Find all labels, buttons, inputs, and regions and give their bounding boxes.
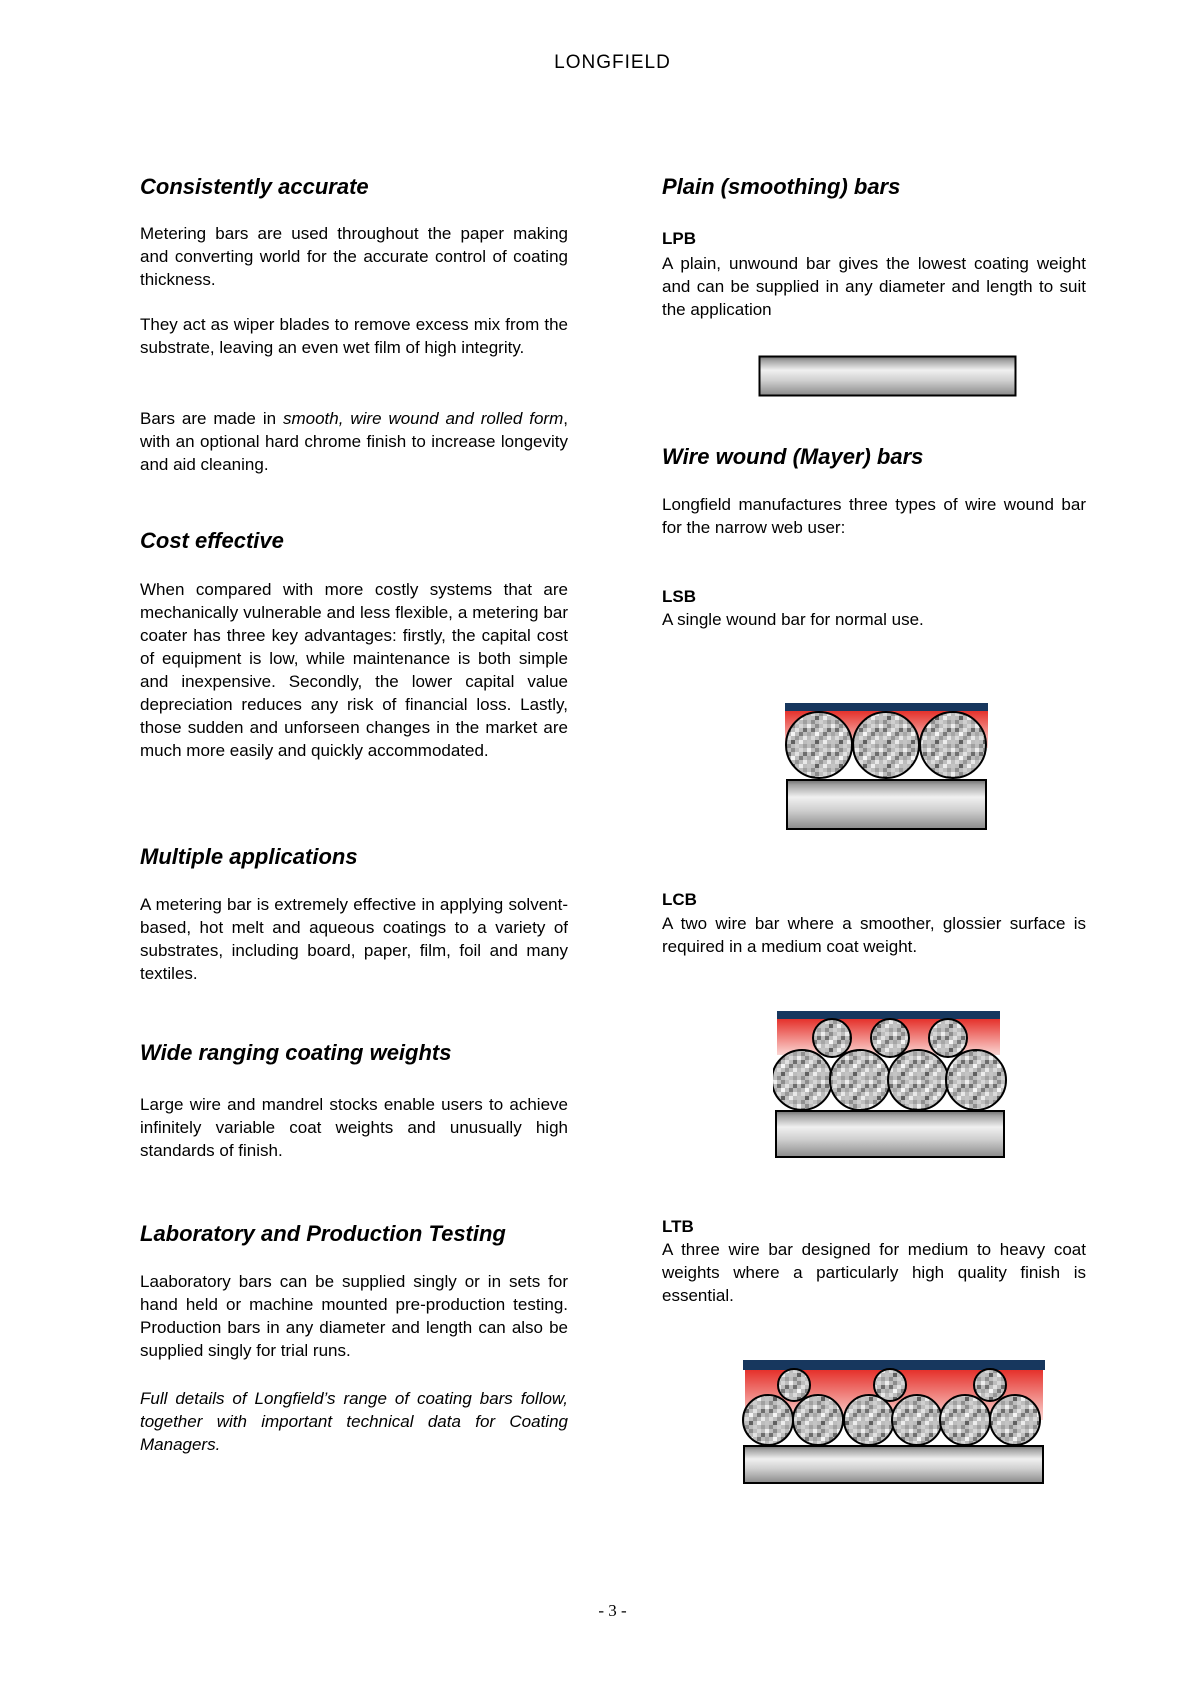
paragraph-wide-ranging: Large wire and mandrel stocks enable users to achieve infinitely variable coat weights and unusually high standards of finish.	[140, 1095, 568, 1160]
paragraph-laboratory-bars: Laaboratory bars can be supplied singly or in sets for hand held or machine mounted pre-production testing. Production bars in any diameter and length can also be supplied singly for trial runs.	[140, 1272, 568, 1360]
paragraph-ltb-description: A three wire bar designed for medium to heavy coat weights where a particularly high quality finish is essential.	[662, 1240, 1086, 1305]
heading-laboratory-production-testing: Laboratory and Production Testing	[140, 1221, 506, 1246]
bar-code-ltb: LTB	[662, 1217, 694, 1236]
heading-wire-wound-mayer-bars: Wire wound (Mayer) bars	[662, 444, 924, 469]
paragraph-lsb-description: A single wound bar for normal use.	[662, 610, 924, 629]
paragraph-wire-wound-intro: Longfield manufactures three types of wire wound bar for the narrow web user:	[662, 495, 1086, 537]
paragraph-full-details: Full details of Longfield’s range of coating bars follow, together with important technical data for Coating Managers.	[140, 1389, 568, 1454]
document-header-title: LONGFIELD	[554, 52, 671, 73]
heading-wide-ranging-coating-weights: Wide ranging coating weights	[140, 1040, 452, 1065]
heading-consistently-accurate: Consistently accurate	[140, 174, 369, 199]
paragraph-multiple-applications: A metering bar is extremely effective in applying solvent-based, hot melt and aqueous coatings to a variety of substrates, including board, paper, film, foil and many textiles.	[140, 895, 568, 983]
paragraph-segment: , with an optional hard chrome finish to increase longevity and aid cleaning.	[140, 409, 568, 474]
ltb-diagram-image	[741, 1357, 1047, 1487]
heading-plain-smoothing-bars: Plain (smoothing) bars	[662, 174, 901, 199]
paragraph-segment-italic: smooth, wire wound and rolled form	[282, 409, 564, 428]
paragraph-wiper-blades: They act as wiper blades to remove excess mix from the substrate, leaving an even wet film of high integrity.	[140, 315, 568, 357]
bar-code-lpb: LPB	[662, 229, 696, 248]
paragraph-metering-bars: Metering bars are used throughout the paper making and converting world for the accurate control of coating thickness.	[140, 224, 568, 289]
paragraph-bars-made-in	[140, 407, 568, 476]
bar-code-lcb: LCB	[662, 890, 697, 909]
page-number: - 3 -	[598, 1601, 627, 1620]
paragraph-cost-effective: When compared with more costly systems that are mechanically vulnerable and less flexible, a metering bar coater has three key advantages: firstly, the capital cost of equipment is low, while maintenance is both simple and inexpensive. Secondly, the lower capital value depreciation reduces any risk of financial loss. Lastly, those sudden and unforseen changes in the market are much more easily and quickly accommodated.	[140, 580, 568, 760]
lcb-diagram-image	[773, 1008, 1007, 1160]
lpb-plain-bar-image	[758, 355, 1017, 397]
paragraph-lpb-description: A plain, unwound bar gives the lowest coating weight and can be supplied in any diameter and length to suit the application	[662, 254, 1086, 319]
paragraph-segment: Bars are made in	[140, 409, 283, 428]
heading-cost-effective: Cost effective	[140, 528, 284, 553]
heading-multiple-applications: Multiple applications	[140, 844, 358, 869]
paragraph-lcb-description: A two wire bar where a smoother, glossier surface is required in a medium coat weight.	[662, 914, 1086, 956]
lsb-diagram-image	[783, 700, 991, 834]
bar-code-lsb: LSB	[662, 587, 696, 606]
